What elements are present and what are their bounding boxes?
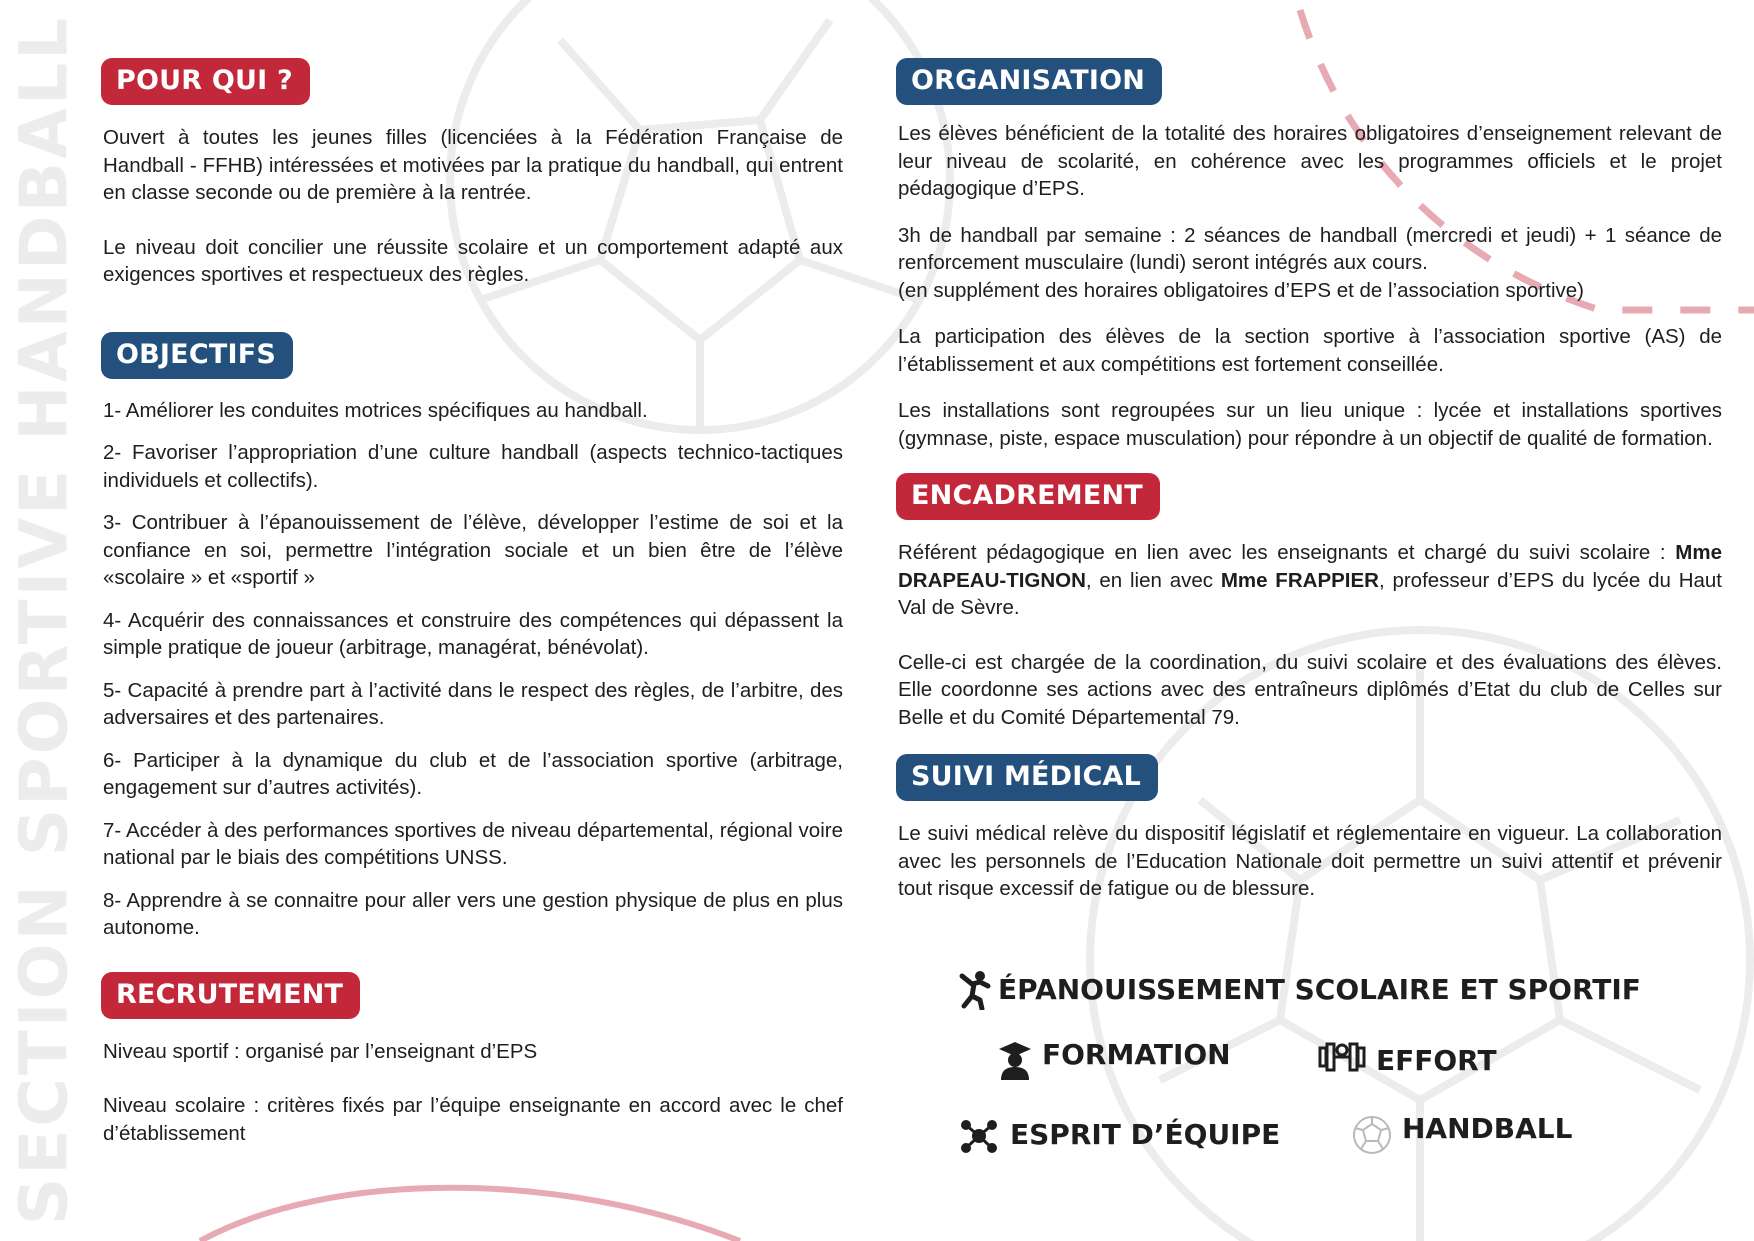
- pour-qui-heading: POUR QUI ?: [101, 58, 310, 105]
- encadrement-text-end: , professeur d’EPS du lycée du Haut Val de Sèvre.: [898, 568, 1722, 619]
- ball-icon: [1352, 1115, 1392, 1155]
- keyword-formation: FORMATION: [1042, 1038, 1231, 1071]
- organisation-heading: ORGANISATION: [896, 58, 1162, 105]
- suivi-medical-heading: SUIVI MÉDICAL: [896, 754, 1158, 801]
- recrutement-paragraph-1: Niveau sportif : organisé par l’enseignant d’EPS: [103, 1039, 538, 1063]
- encadrement-section: [898, 473, 1722, 731]
- arc-bottom: [200, 1188, 740, 1241]
- objectif-item: 2- Favoriser l’appropriation d’une culture handball (aspects technico-tactiques individuels et collectifs).: [103, 441, 843, 492]
- vertical-section-title: [0, 0, 100, 1241]
- keyword-handball: HANDBALL: [1402, 1112, 1573, 1145]
- recrutement-heading: RECRUTEMENT: [101, 972, 360, 1019]
- referent-name: Mme DRAPEAU-TIGNON: [898, 541, 1722, 592]
- objectif-item: 8- Apprendre à se connaitre pour aller vers une gestion physique de plus en plus autonome.: [103, 888, 843, 939]
- objectif-item: 7- Accéder à des performances sportives de niveau départemental, régional voire national par le biais des compétitions UNSS.: [103, 818, 843, 869]
- organisation-paragraph-2: 3h de handball par semaine : 2 séances de handball (mercredi et jeudi) + 1 séance de renforcement musculaire (lundi) seront intégrés aux cours.: [898, 223, 1722, 274]
- objectif-item: 3- Contribuer à l’épanouissement de l’élève, développer l’estime de soi et la confiance en soi, permettre l’intégration sociale et un bien être de l’élève «scolaire » et «sportif »: [103, 511, 843, 589]
- organisation-paragraph-2-note: (en supplément des horaires obligatoires d’EPS et de l’association sportive): [898, 278, 1584, 302]
- suivi-medical-paragraph: Le suivi médical relève du dispositif législatif et réglementaire en vigueur. La collaboration avec les personnels de l’Education Nationale doit permettre un suivi attentif et prévenir tout risque excessif de fatigue ou de blessure.: [898, 822, 1722, 900]
- objectifs-section: [103, 332, 843, 942]
- keyword-epanouissement: ÉPANOUISSEMENT SCOLAIRE ET SPORTIF: [998, 973, 1641, 1006]
- dumbbell-icon: [1318, 1040, 1366, 1074]
- encadrement-heading: ENCADREMENT: [896, 473, 1160, 520]
- organisation-section: [898, 58, 1722, 452]
- objectif-item: 4- Acquérir des connaissances et construire des compétences qui dépassent la simple pratique de joueur (arbitrage, managérat, bénévolat).: [103, 608, 843, 659]
- pour-qui-paragraph-1: Ouvert à toutes les jeunes filles (licenciées à la Fédération Française de Handball - FFHB) intéressées et motivées par la pratique du handball, qui entrent en classe seconde ou de première à la rentrée.: [103, 126, 843, 204]
- objectif-item: 1- Améliorer les conduites motrices spécifiques au handball.: [103, 398, 648, 422]
- objectif-item: 5- Capacité à prendre part à l’activité dans le respect des règles, de l’arbitre, des adversaires et des partenaires.: [103, 678, 843, 729]
- vertical-title-text: SECTION SPORTIVE HANDBALL: [5, 14, 83, 1226]
- pour-qui-section: [103, 58, 843, 289]
- encadrement-paragraph-2: Celle-ci est chargée de la coordination, du suivi scolaire et des évaluations des élèves. Elle coordonne ses actions avec des entraîneurs diplômés d’Etat du club de Celles sur Belle et du Comité Départemental 79.: [898, 650, 1722, 729]
- objectifs-heading: OBJECTIFS: [101, 332, 293, 379]
- keyword-effort: EFFORT: [1376, 1044, 1497, 1077]
- keyword-esprit-equipe: ESPRIT D’ÉQUIPE: [1010, 1118, 1281, 1151]
- encadrement-text-start: Référent pédagogique en lien avec les enseignants et chargé du suivi scolaire :: [898, 541, 1666, 564]
- encadrement-text-mid: , en lien avec: [1085, 568, 1214, 592]
- right-column: [898, 58, 1722, 903]
- recrutement-section: [103, 972, 843, 1148]
- recrutement-paragraph-2: Niveau scolaire : critères fixés par l’équipe enseignante en accord avec le chef d’établissement: [103, 1094, 843, 1145]
- objectif-item: 6- Participer à la dynamique du club et de l’association sportive (arbitrage, engagement sur d’autres activités).: [103, 748, 843, 799]
- team-icon: [958, 1115, 1000, 1157]
- player-icon: [958, 970, 992, 1010]
- encadrement-paragraph-1: [898, 539, 1722, 622]
- organisation-paragraph-3: La participation des élèves de la section sportive à l’association sportive (AS) de l’établissement et aux compétitions est fortement conseillée.: [898, 325, 1722, 376]
- organisation-paragraph-1: Les élèves bénéficient de la totalité des horaires obligatoires d’enseignement relevant de leur niveau de scolarité, en cohérence avec les programmes officiels et le projet pédagogique d’EPS.: [898, 122, 1722, 200]
- pour-qui-paragraph-2: Le niveau doit concilier une réussite scolaire et un comportement adapté aux exigences sportives et respectueux des règles.: [103, 235, 843, 286]
- professor-name: Mme FRAPPIER: [1220, 568, 1379, 592]
- suivi-medical-section: [898, 754, 1722, 903]
- organisation-paragraph-4: Les installations sont regroupées sur un lieu unique : lycée et installations sportives (gymnase, piste, espace musculation) pour répondre à un objectif de qualité de formation.: [898, 399, 1722, 450]
- left-column: [103, 58, 843, 1147]
- graduate-icon: [997, 1040, 1033, 1080]
